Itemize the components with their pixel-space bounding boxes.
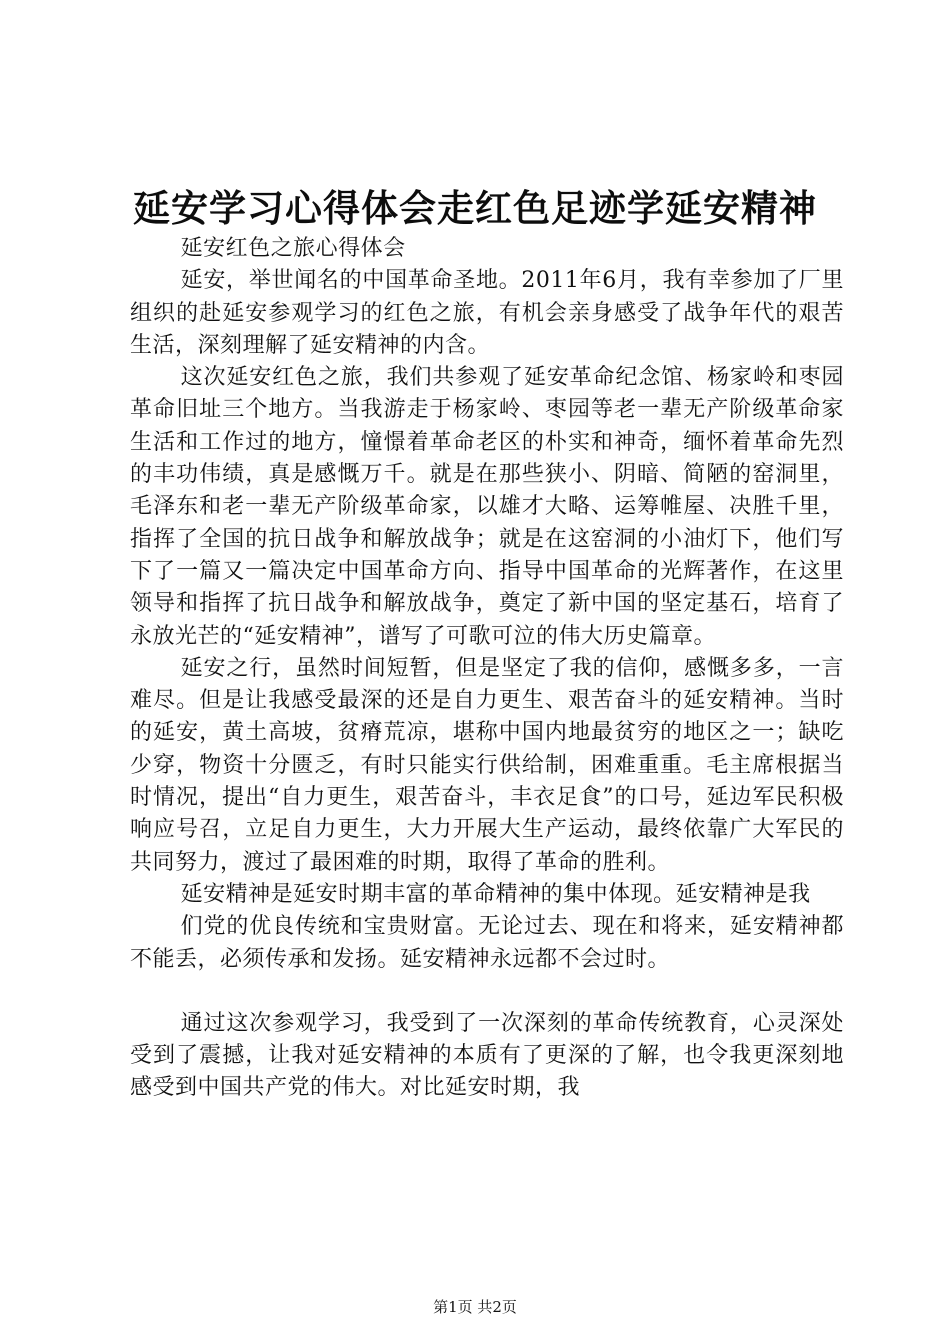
paragraph-summary-part2: 们党的优良传统和宝贵财富。无论过去、现在和将来，延安精神都不能丢，必须传承和发扬。延安精神永远都不会过时。 [130, 914, 844, 972]
page-footer: 第1页 共2页 [433, 1298, 517, 1316]
paragraph-intro: 延安，举世闻名的中国革命圣地。2011年6月，我有幸参加了厂里组织的赴延安参观学习的红色之旅，有机会亲身感受了战争年代的艰苦生活，深刻理解了延安精神的内含。 [130, 268, 844, 358]
paragraph-subtitle: 延安红色之旅心得体会 [180, 236, 406, 261]
paragraph-spirit: 延安之行，虽然时间短暂，但是坚定了我的信仰，感慨多多，一言难尽。但是让我感受最深的还是自力更生、艰苦奋斗的延安精神。当时的延安，黄土高坡，贫瘠荒凉，堪称中国内地最贫穷的地区之一；缺吃少穿，物资十分匮乏，有时只能实行供给制，困难重重。毛主席根据当时情况，提出“自力更生，艰苦奋斗，丰衣足食”的口号，延边军民积极响应号召，立足自力更生，大力开展大生产运动，最终依靠广大军民的共同努力，渡过了最困难的时期，取得了革命的胜利。 [130, 655, 844, 875]
paragraph-reflection: 通过这次参观学习，我受到了一次深刻的革命传统教育，心灵深处受到了震撼，让我对延安精神的本质有了更深的了解，也令我更深刻地感受到中国共产党的伟大。对比延安时期，我 [130, 1010, 844, 1101]
paragraph-visit: 这次延安红色之旅，我们共参观了延安革命纪念馆、杨家岭和枣园革命旧址三个地方。当我游走于杨家岭、枣园等老一辈无产阶级革命家生活和工作过的地方，憧憬着革命老区的朴实和神奇，缅怀着革命先烈的丰功伟绩，真是感慨万千。就是在那些狭小、阴暗、简陋的窑洞里，毛泽东和老一辈无产阶级革命家，以雄才大略、运筹帷屋、决胜千里，指挥了全国的抗日战争和解放战争；就是在这窑洞的小油灯下，他们写下了一篇又一篇决定中国革命方向、指导中国革命的光辉著作，在这里领导和指挥了抗日战争和解放战争，奠定了新中国的坚定基石，培育了永放光芒的“延安精神”，谱写了可歌可泣的伟大历史篇章。 [130, 365, 844, 649]
paragraph-summary-part1: 延安精神是延安时期丰富的革命精神的集中体现。延安精神是我 [180, 881, 811, 907]
document-title: 延安学习心得体会走红色足迹学延安精神 [133, 186, 817, 230]
document-body [130, 233, 844, 1105]
